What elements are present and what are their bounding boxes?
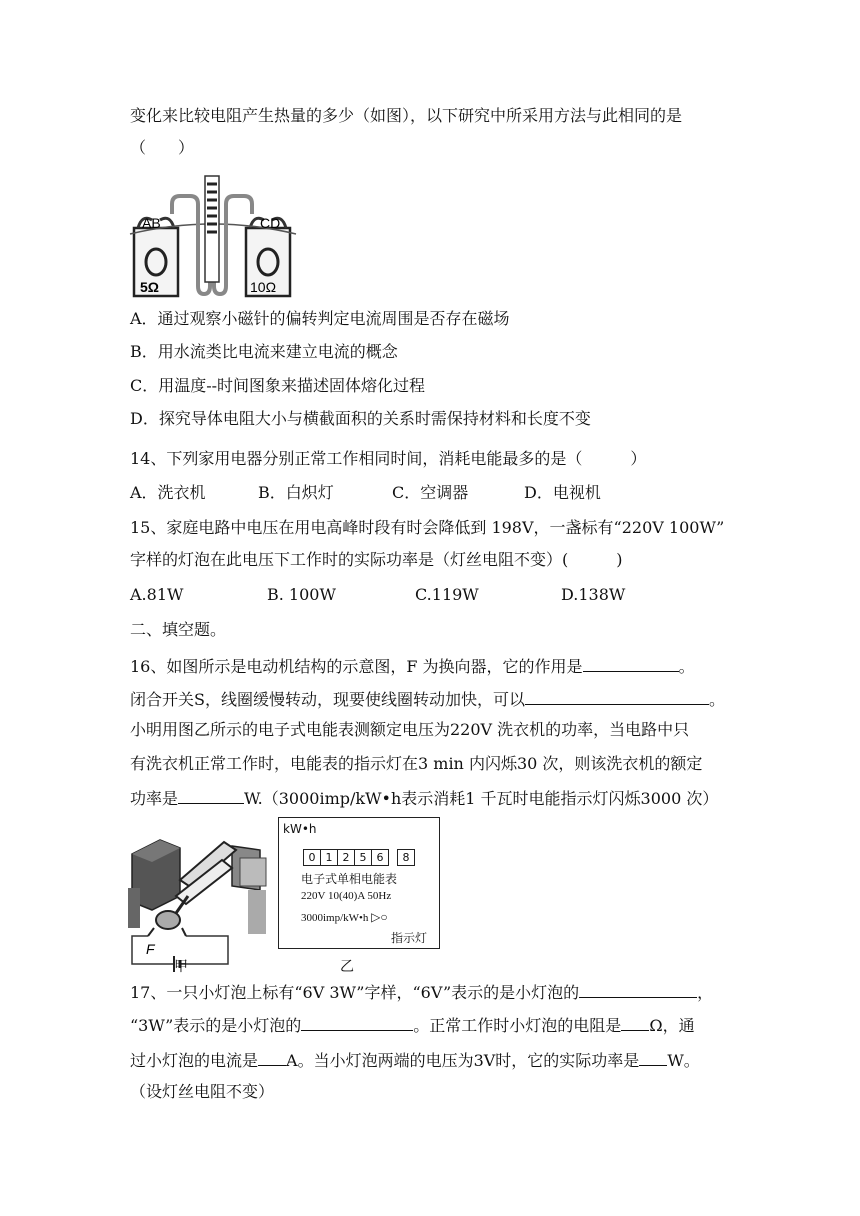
q13-option-d: D．探究导体电阻大小与横截面积的关系时需保持材料和长度不变 xyxy=(130,409,591,428)
q17-line1-end: ， xyxy=(697,983,714,1002)
q17-line3 xyxy=(130,1049,700,1071)
q14-stem: 14、下列家用电器分别正常工作相同时间，消耗电能最多的是（ ） xyxy=(130,449,647,468)
q14-option-d: D．电视机 xyxy=(524,483,601,502)
meter-indicator-label: 指示灯 xyxy=(391,931,428,945)
q13-option-c: C．用温度--时间图象来描述固体熔化过程 xyxy=(130,376,426,395)
q15-stem-line2: 字样的灯泡在此电压下工作时的实际功率是（灯丝电阻不变）( ) xyxy=(130,550,623,569)
q16-caption-jia: 甲 xyxy=(174,959,188,975)
meter-digit: 2 xyxy=(338,850,355,865)
q16-line1-text: 16、如图所示是电动机结构的示意图，F 为换向器，它的作用是 xyxy=(130,657,583,676)
q15-option-b: B. 100W xyxy=(267,585,336,604)
q15-option-c: C.119W xyxy=(415,585,479,604)
q14-option-c: C．空调器 xyxy=(392,483,469,502)
meter-unit: kW•h xyxy=(283,822,317,836)
q15-option-d: D.138W xyxy=(561,585,626,604)
q16-blank-commutator[interactable] xyxy=(583,655,679,672)
q14-option-a: A．洗衣机 xyxy=(130,483,206,502)
q16-line1 xyxy=(130,655,695,677)
q15-option-a: A.81W xyxy=(130,585,184,604)
q17-line2-mid: 。正常工作时小灯泡的电阻是 xyxy=(413,1016,622,1035)
q14-options xyxy=(130,483,601,503)
q16-label-f: F xyxy=(146,941,155,957)
q16-caption-yi: 乙 xyxy=(340,959,354,975)
q16-blank-speedup[interactable] xyxy=(525,688,709,705)
q16-line4: 有洗衣机正常工作时，电能表的指示灯在3 min 内闪烁30 次，则该洗衣机的额定 xyxy=(130,754,703,773)
meter-title: 电子式单相电能表 xyxy=(301,872,398,886)
meter-imp xyxy=(301,910,388,925)
q15-stem-line1: 15、家庭电路中电压在用电高峰时段有时会降低到 198V，一盏标有“220V 100W” xyxy=(130,518,725,537)
q16-meter-panel xyxy=(278,817,440,949)
q16-line5 xyxy=(130,787,718,809)
q17-line3-end: W。 xyxy=(667,1051,700,1070)
indicator-triangle-icon: ▷○ xyxy=(371,910,388,924)
meter-digit-row xyxy=(303,849,415,866)
q13-stem-line1: 变化来比较电阻产生热量的多少（如图），以下研究中所采用方法与此相同的是 xyxy=(130,106,683,125)
q15-options xyxy=(130,585,625,605)
q17-line3-mid: A。当小灯泡两端的电压为3V时，它的实际功率是 xyxy=(286,1051,640,1070)
q13-label-cd: CD xyxy=(260,215,281,231)
q17-blank-6v-meaning[interactable] xyxy=(579,981,697,998)
meter-digit: 1 xyxy=(321,850,338,865)
q17-blank-actual-power[interactable] xyxy=(639,1049,667,1066)
q16-blank-power[interactable] xyxy=(178,787,244,804)
meter-digit: 5 xyxy=(355,850,372,865)
q17-line1 xyxy=(130,981,713,1003)
q16-line2 xyxy=(130,688,725,710)
meter-digit: 0 xyxy=(304,850,321,865)
q13-stem-line2: （ ） xyxy=(130,138,195,157)
q13-resistor-right: 10Ω xyxy=(250,279,277,295)
q17-line4: （设灯丝电阻不变） xyxy=(130,1082,275,1101)
q17-line3-text: 过小灯泡的电流是 xyxy=(130,1051,259,1070)
q17-line2 xyxy=(130,1014,695,1036)
q17-line2-end: Ω，通 xyxy=(649,1016,695,1035)
q16-line3: 小明用图乙所示的电子式电能表测额定电压为220V 洗衣机的功率，当电路中只 xyxy=(130,720,690,739)
q13-option-a: A．通过观察小磁针的偏转判定电流周围是否存在磁场 xyxy=(130,309,510,328)
meter-digit: 6 xyxy=(376,851,384,864)
q16-line5-text: 功率是 xyxy=(130,789,179,808)
q16-line2-end: 。 xyxy=(708,690,725,709)
q17-blank-current[interactable] xyxy=(258,1049,286,1066)
meter-imp-text: 3000imp/kW•h xyxy=(301,912,369,924)
q13-label-ab: AB xyxy=(142,215,161,231)
q16-line5-rest: W.（3000imp/kW•h表示消耗1 千瓦时电能指示灯闪烁3000 次） xyxy=(244,789,719,808)
q17-blank-resistance[interactable] xyxy=(621,1014,649,1031)
q13-heating-figure xyxy=(128,174,298,300)
q14-option-b: B．白炽灯 xyxy=(258,483,334,502)
q17-blank-3w-meaning[interactable] xyxy=(301,1014,413,1031)
meter-digit-last: 8 xyxy=(397,849,415,866)
q17-line2-text: “3W”表示的是小灯泡的 xyxy=(130,1016,302,1035)
q17-line1-text: 17、一只小灯泡上标有“6V 3W”字样，“6V”表示的是小灯泡的 xyxy=(130,983,580,1002)
meter-spec: 220V 10(40)A 50Hz xyxy=(301,890,392,902)
q16-line1-end: 。 xyxy=(678,657,695,676)
section-heading: 二、填空题。 xyxy=(130,620,227,639)
q16-line2-text: 闭合开关S，线圈缓慢转动，现要使线圈转动加快，可以 xyxy=(130,690,525,709)
q16-motor-figure xyxy=(128,836,268,974)
q13-resistor-left: 5Ω xyxy=(140,279,160,295)
q13-option-b: B．用水流类比电流来建立电流的概念 xyxy=(130,342,398,361)
